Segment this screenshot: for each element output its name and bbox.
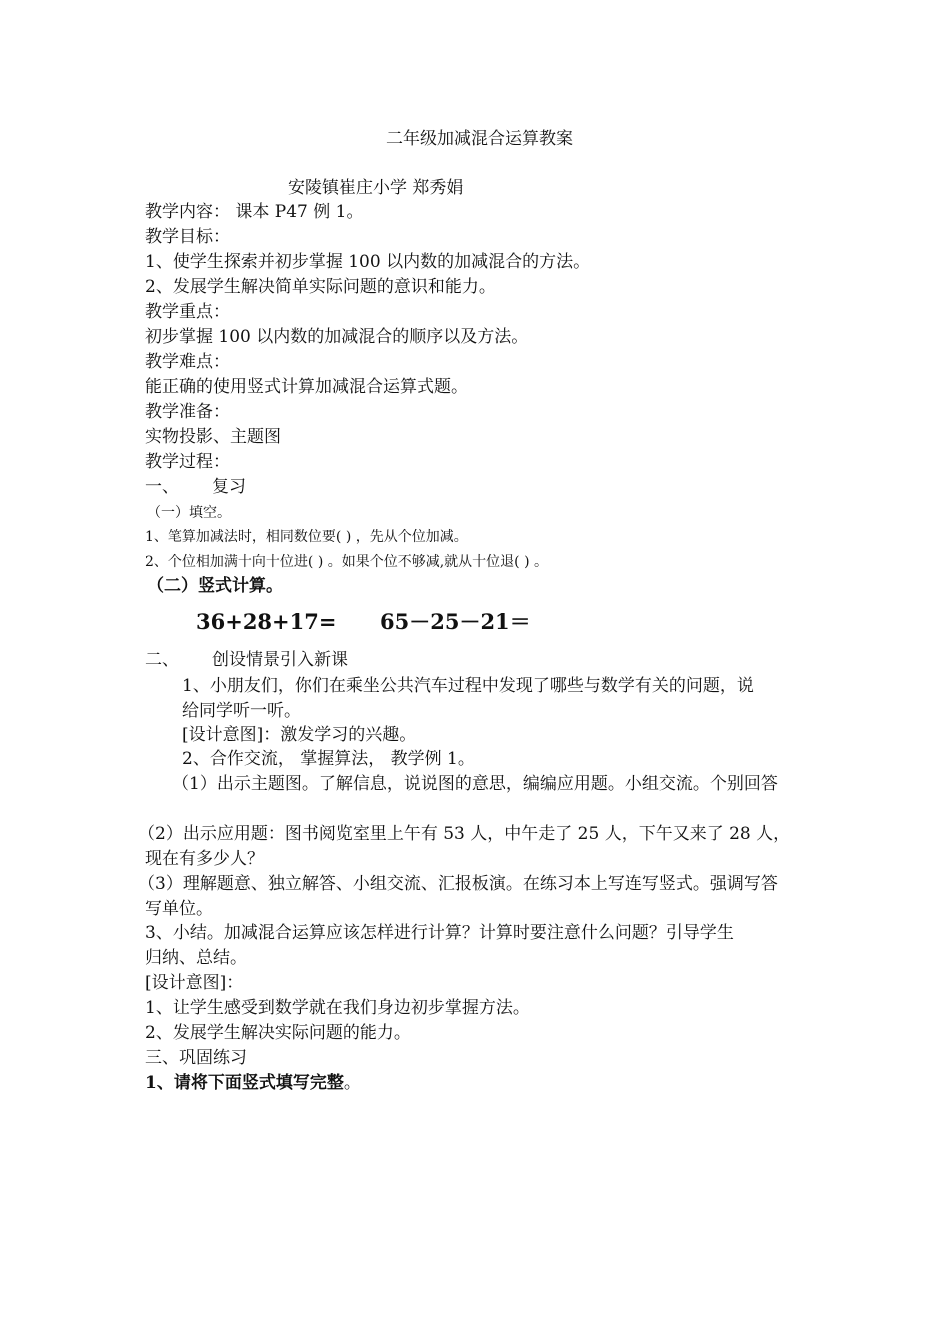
goal-item: 1、使学生探索并初步掌握 100 以内数的加减混合的方法。 <box>145 252 591 272</box>
section-number: 二、 <box>145 650 179 670</box>
paragraph-line: 2、合作交流， 掌握算法， 教学例 1。 <box>182 749 475 769</box>
exercise-line <box>145 1072 361 1094</box>
paragraph-line: 给同学听一听。 <box>182 701 301 721</box>
paragraph-line: 1、小朋友们，你们在乘坐公共汽车过程中发现了哪些与数学有关的问题，说 <box>182 676 754 696</box>
goal-item: 2、发展学生解决简单实际问题的意识和能力。 <box>145 277 496 297</box>
section-title: 创设情景引入新课 <box>212 650 348 670</box>
exercise-punct: 。 <box>343 1073 361 1093</box>
design-item: 2、发展学生解决实际问题的能力。 <box>145 1023 411 1043</box>
key-text: 初步掌握 100 以内数的加减混合的顺序以及方法。 <box>145 327 529 347</box>
vertical-heading: （二）竖式计算。 <box>147 576 283 596</box>
exercise-title: 1、请将下面竖式填写完整 <box>145 1073 344 1093</box>
process-heading: 教学过程： <box>145 452 230 472</box>
paragraph-line: 3、小结。加减混合运算应该怎样进行计算？计算时要注意什么问题？引导学生 <box>145 923 734 943</box>
design-item: 1、让学生感受到数学就在我们身边初步掌握方法。 <box>145 998 530 1018</box>
expression: 65－25－21＝ <box>380 609 531 634</box>
fill-heading: （一）填空。 <box>147 505 231 521</box>
document-title: 二年级加减混合运算教案 <box>386 129 573 149</box>
paragraph-line: 现在有多少人？ <box>145 849 264 869</box>
key-heading: 教学重点： <box>145 302 230 322</box>
paragraph-line: 写单位。 <box>145 899 213 919</box>
content-line: 教学内容： 课本 P47 例 1。 <box>145 202 364 222</box>
author-line: 安陵镇崔庄小学 郑秀娟 <box>288 178 464 198</box>
paragraph-line: （3）理解题意、独立解答、小组交流、汇报板演。在练习本上写连写竖式。强调写答 <box>138 874 778 894</box>
section-title: 三、巩固练习 <box>145 1048 247 1068</box>
section-number: 一、 <box>145 477 179 497</box>
design-heading: [设计意图]： <box>145 973 244 993</box>
design-note: [设计意图]：激发学习的兴趣。 <box>182 725 417 745</box>
paragraph-line: 归纳、总结。 <box>145 948 247 968</box>
section-title: 复习 <box>212 477 246 497</box>
fill-item: 1、笔算加减法时，相同数位要( ) ，先从个位加减。 <box>145 529 468 545</box>
paragraph-line: （2）出示应用题：图书阅览室里上午有 53 人，中午走了 25 人，下午又来了 28 人， <box>138 824 791 844</box>
expression: 36+28+17= <box>196 609 337 634</box>
difficulty-text: 能正确的使用竖式计算加减混合运算式题。 <box>145 377 468 397</box>
difficulty-heading: 教学难点： <box>145 352 230 372</box>
fill-item: 2、个位相加满十向十位进( ) 。如果个位不够减,就从十位退( ) 。 <box>145 554 549 570</box>
paragraph-line: （1）出示主题图。了解信息，说说图的意思，编编应用题。小组交流。个别回答 <box>172 774 778 794</box>
goals-heading: 教学目标： <box>145 227 230 247</box>
prep-heading: 教学准备： <box>145 402 230 422</box>
prep-text: 实物投影、主题图 <box>145 427 281 447</box>
